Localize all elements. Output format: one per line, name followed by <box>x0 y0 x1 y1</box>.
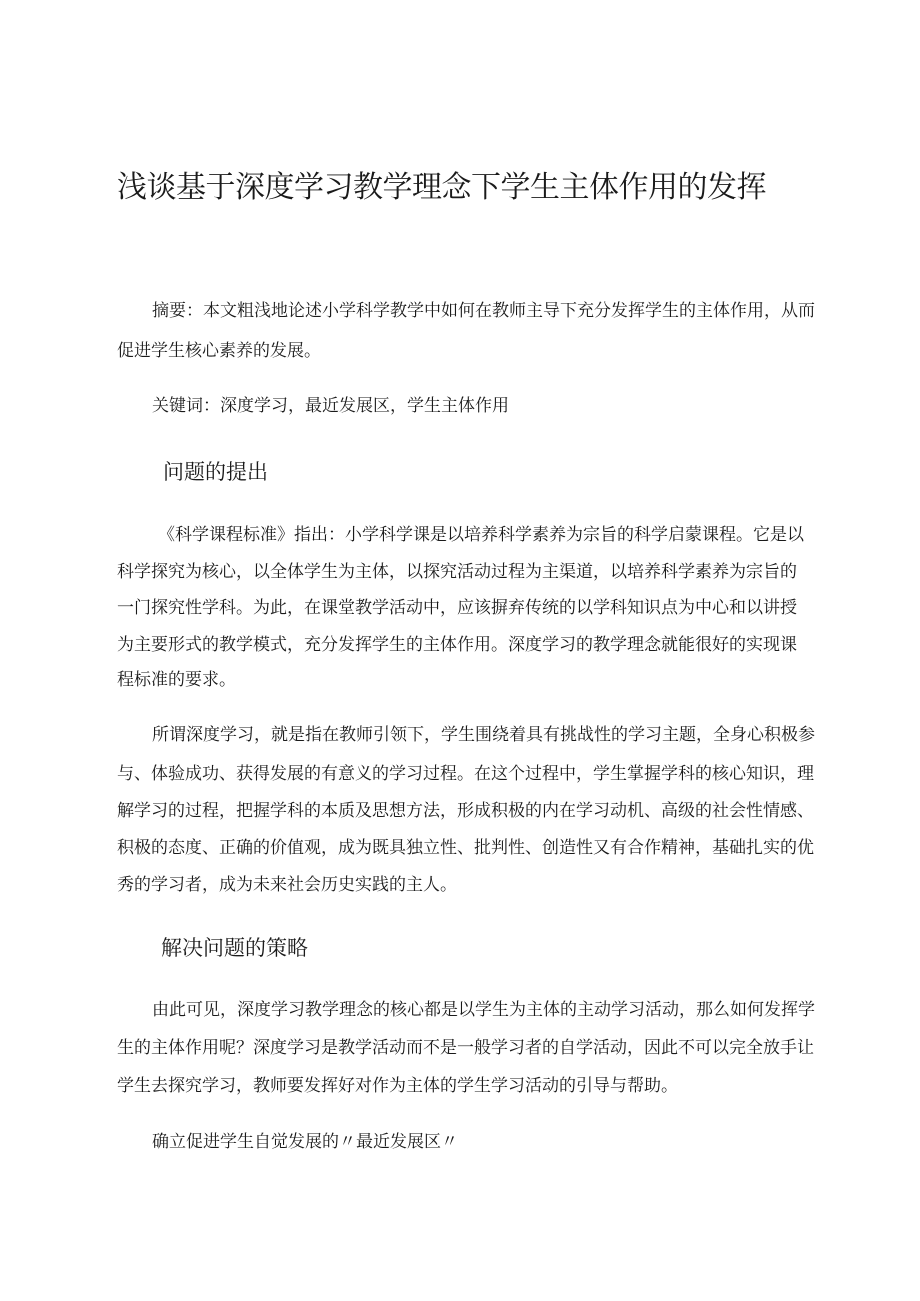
section-heading-problem: 问题的提出 <box>163 460 268 484</box>
paragraph-line: 学生去探究学习，教师要发挥好对作为主体的学生学习活动的引导与帮助。 <box>117 1076 678 1096</box>
paragraph-line: 积极的态度、正确的价值观，成为既具独立性、批判性、创造性又有合作精神，基础扎实的优 <box>117 838 814 858</box>
paragraph-line: 为主要形式的教学模式，充分发挥学生的主体作用。深度学习的教学理念就能很好的实现课 <box>117 635 797 655</box>
paragraph-line: 与、体验成功、获得发展的有意义的学习过程。在这个过程中，学生掌握学科的核心知识，理 <box>117 764 814 784</box>
paragraph-line: 秀的学习者，成为未来社会历史实践的主人。 <box>117 875 457 895</box>
paragraph-line: 一门探究性学科。为此，在课堂教学活动中，应该摒弃传统的以学科知识点为中心和以讲授 <box>117 598 797 618</box>
keywords-line: 关键词：深度学习，最近发展区，学生主体作用 <box>152 396 509 416</box>
paragraph-line: 科学探究为核心，以全体学生为主体，以探究活动过程为主渠道，以培养科学素养为宗旨的 <box>117 562 797 582</box>
paragraph-line: 程标准的要求。 <box>117 670 236 690</box>
document-title: 浅谈基于深度学习教学理念下学生主体作用的发挥 <box>117 170 766 205</box>
abstract-line-1: 摘要：本文粗浅地论述小学科学教学中如何在教师主导下充分发挥学生的主体作用，从而 <box>152 301 815 321</box>
paragraph-line: 《科学课程标准》指出：小学科学课是以培养科学素养为宗旨的科学启蒙课程。它是以 <box>158 525 804 545</box>
paragraph-line: 生的主体作用呢？深度学习是教学活动而不是一般学习者的自学活动，因此不可以完全放手让 <box>117 1038 814 1058</box>
section-heading-strategy: 解决问题的策略 <box>161 936 308 960</box>
paragraph-line: 解学习的过程，把握学科的本质及思想方法，形成积极的内在学习动机、高级的社会性情感、 <box>117 801 814 821</box>
abstract-line-2: 促进学生核心素养的发展。 <box>117 341 321 361</box>
paragraph-line: 由此可见，深度学习教学理念的核心都是以学生为主体的主动学习活动，那么如何发挥学 <box>152 1000 815 1020</box>
subsection-heading: 确立促进学生自觉发展的〃最近发展区〃 <box>152 1132 458 1152</box>
paragraph-line: 所谓深度学习，就是指在教师引领下，学生围绕着具有挑战性的学习主题，全身心积极参 <box>152 725 815 745</box>
